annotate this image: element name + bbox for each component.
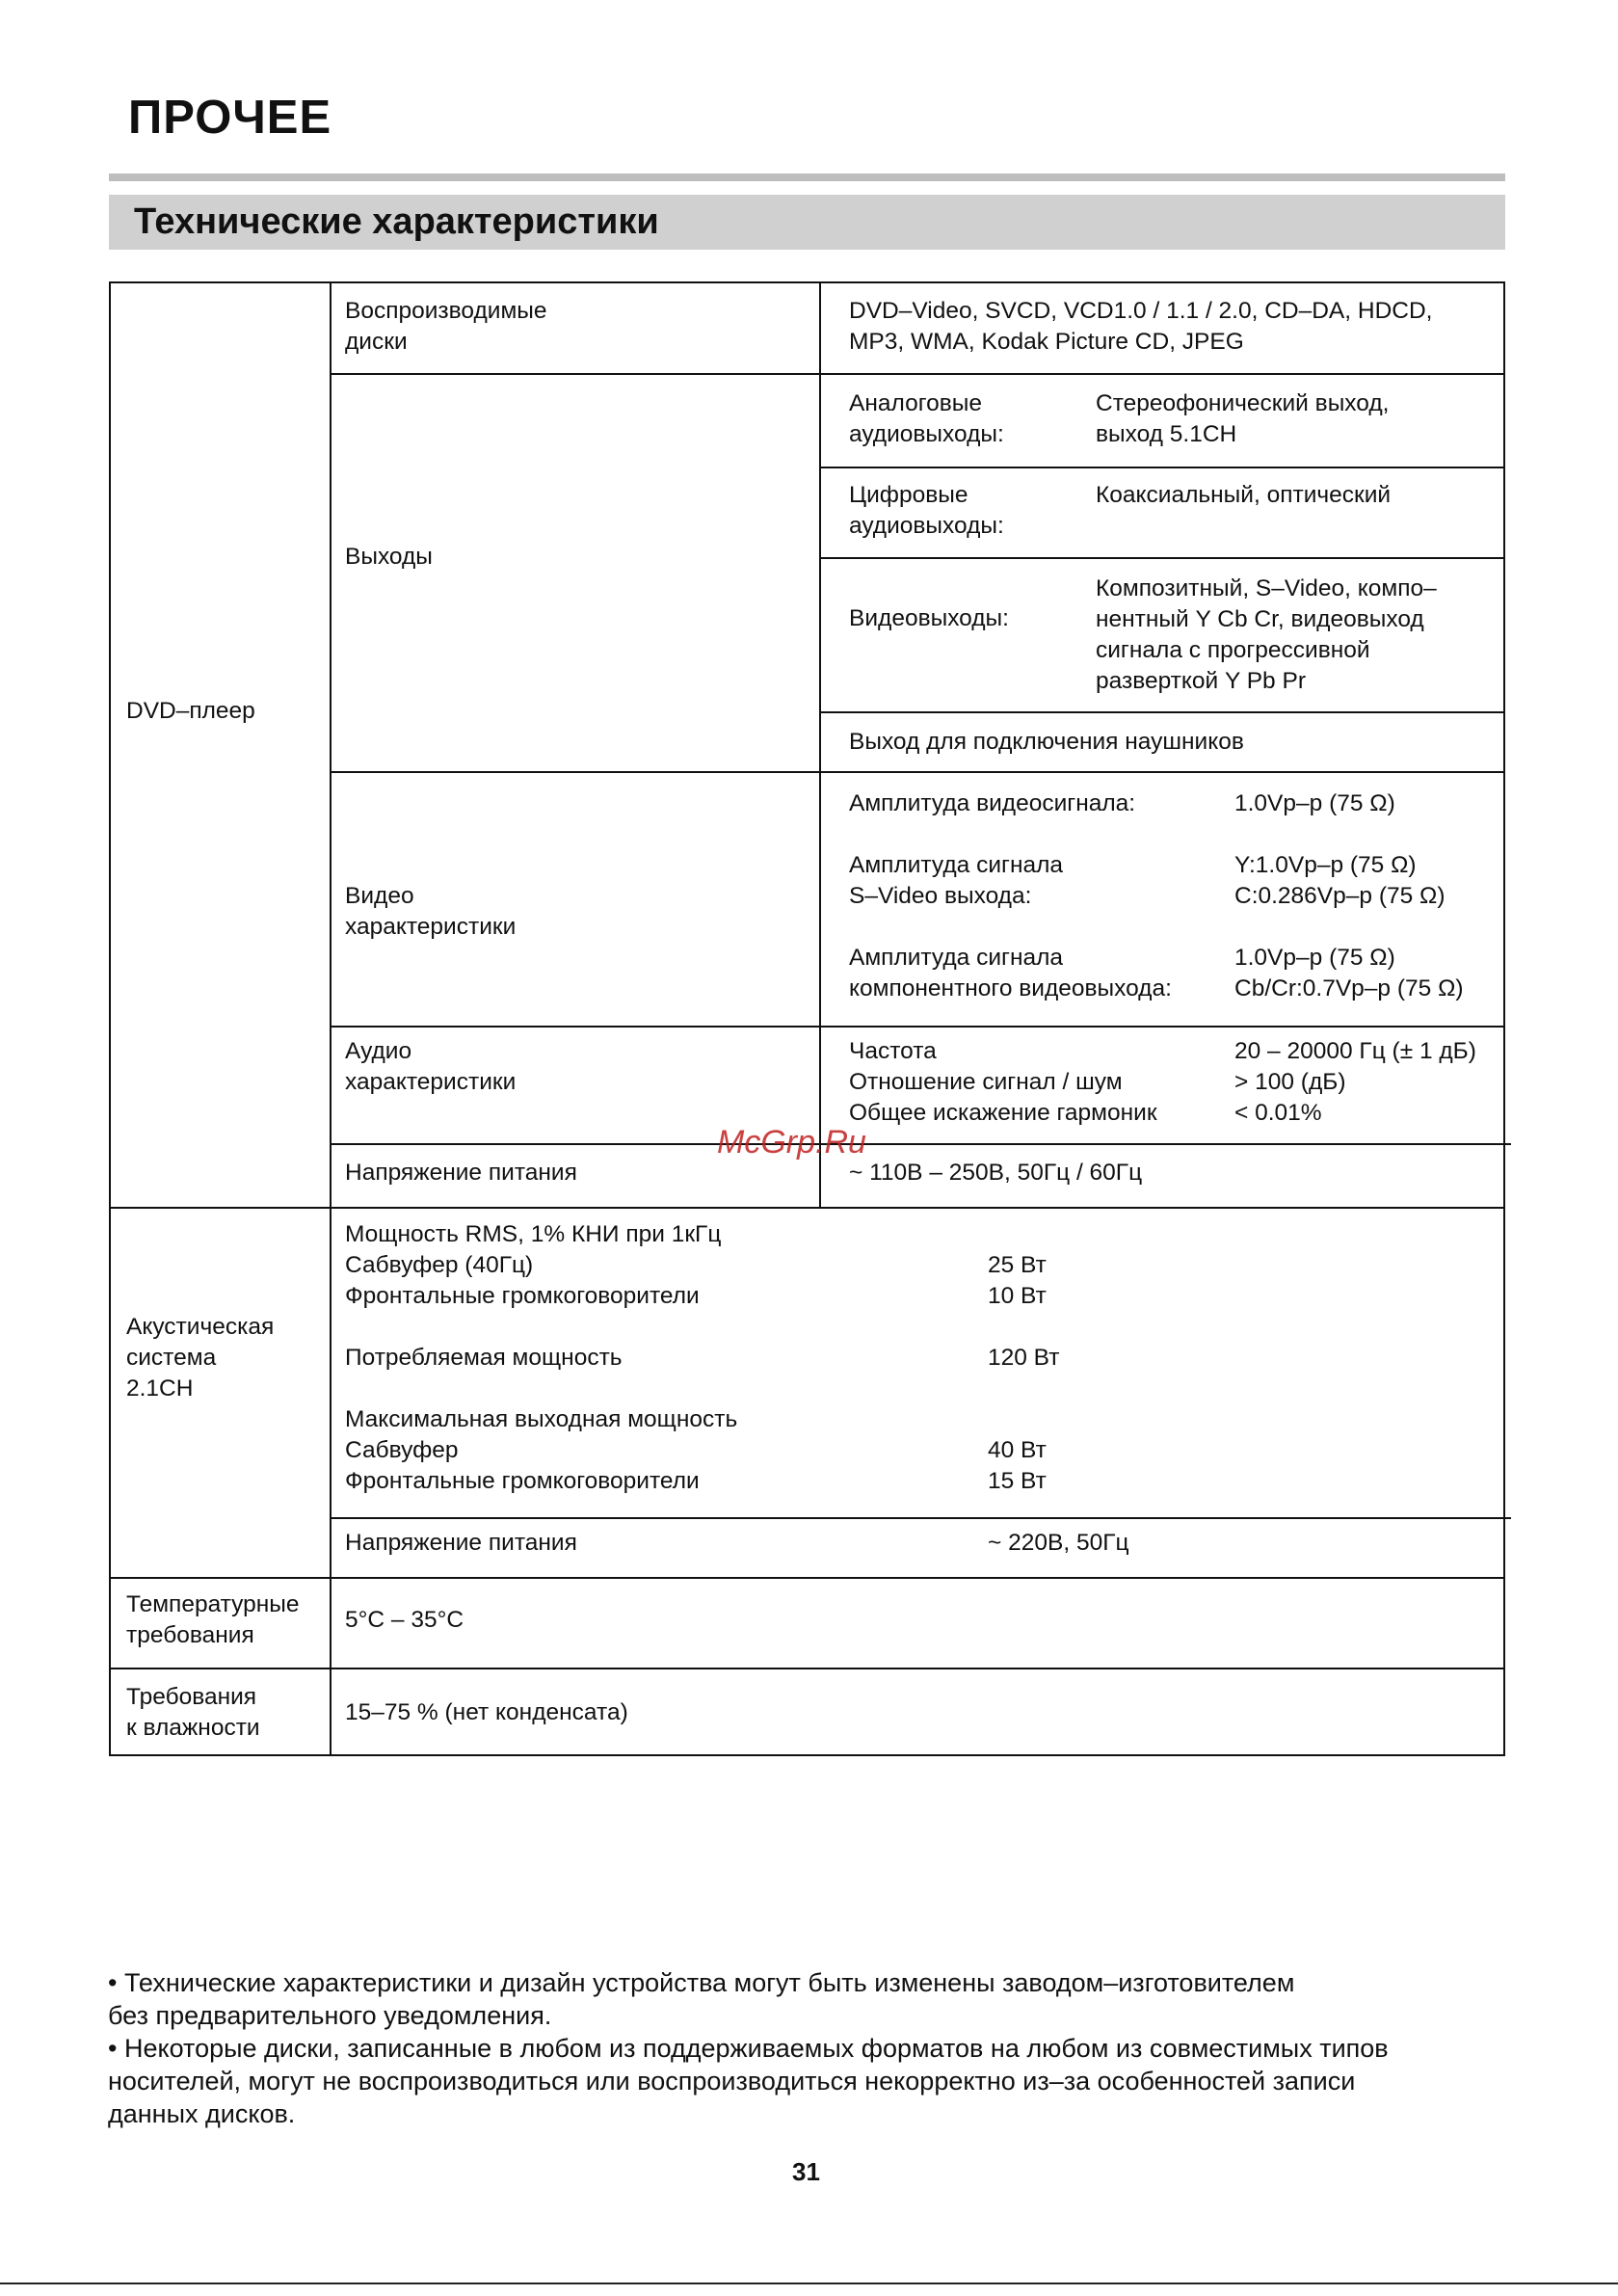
video-char-row-label: Амплитуда сигнала (849, 945, 1064, 971)
speakers-label: 2.1CH (126, 1375, 194, 1402)
audio-char-row-value: < 0.01% (1234, 1100, 1322, 1126)
temperature-label: требования (126, 1622, 254, 1648)
video-char-row-value: 1.0Vp–p (75 Ω) (1234, 790, 1395, 816)
video-char-row-label: Амплитуда сигнала (849, 852, 1064, 878)
speakers-power-label: Напряжение питания (345, 1530, 577, 1556)
humidity-value: 15–75 % (нет конденсата) (345, 1699, 628, 1725)
row-line (330, 1143, 1511, 1145)
discs-label: Воспроизводимые (345, 298, 547, 324)
row-line (109, 1668, 1505, 1669)
note-line: • Технические характеристики и дизайн устройства могут быть изменены заводом–изготовителем (108, 1968, 1295, 1997)
audio-char-row-label: Общее искажение гармоник (849, 1100, 1157, 1126)
temperature-value: 5°С – 35°С (345, 1607, 464, 1633)
audio-char-row-label: Частота (849, 1038, 937, 1064)
note-line: данных дисков. (108, 2099, 296, 2128)
humidity-label: к влажности (126, 1715, 260, 1741)
video-out-value: сигнала с прогрессивной (1096, 637, 1370, 663)
note-line: без предварительного уведомления. (108, 2001, 552, 2030)
video-out-value: нентный Y Cb Cr, видеовыход (1096, 606, 1424, 632)
page-number: 31 (792, 2157, 820, 2186)
col-divider-1 (330, 281, 332, 1756)
max-label: Сабвуфер (345, 1437, 459, 1463)
dvd-power-label: Напряжение питания (345, 1160, 577, 1186)
max-value: 40 Вт (988, 1437, 1047, 1463)
discs-value: DVD–Video, SVCD, VCD1.0 / 1.1 / 2.0, CD–DA, HDCD, (849, 298, 1433, 324)
row-line (109, 1207, 1505, 1209)
digital-value: Коаксиальный, оптический (1096, 482, 1392, 508)
video-out-value: разверткой Y Pb Pr (1096, 668, 1306, 694)
analog-value: Стереофонический выход, (1096, 390, 1390, 416)
consumption-value: 120 Вт (988, 1345, 1060, 1371)
audio-char-label: характеристики (345, 1069, 517, 1095)
video-char-row-value: Y:1.0Vp–p (75 Ω) (1234, 852, 1417, 878)
row-line (330, 771, 1505, 773)
row-line (819, 711, 1505, 713)
outputs-label: Выходы (345, 544, 433, 570)
video-out-label: Видеовыходы: (849, 605, 1009, 631)
dvd-power-value: ~ 110В – 250В, 50Гц / 60Гц (849, 1160, 1143, 1186)
speakers-power-value: ~ 220В, 50Гц (988, 1530, 1129, 1556)
rms-value: 25 Вт (988, 1252, 1047, 1278)
digital-label: Цифровые (849, 482, 968, 508)
rms-value: 10 Вт (988, 1283, 1047, 1309)
rms-label: Сабвуфер (40Гц) (345, 1252, 534, 1278)
rms-title: Мощность RMS, 1% КНИ при 1кГц (345, 1221, 722, 1247)
video-out-value: Композитный, S–Video, компо– (1096, 575, 1437, 601)
speakers-label: Акустическая (126, 1314, 275, 1340)
watermark: McGrp.Ru (717, 1124, 866, 1161)
video-char-row-value: 1.0Vp–p (75 Ω) (1234, 945, 1395, 971)
page-title: ПРОЧЕЕ (128, 92, 332, 144)
video-char-row-label: S–Video выхода: (849, 883, 1032, 909)
row-line (109, 1577, 1505, 1579)
discs-value: MP3, WMA, Kodak Picture CD, JPEG (849, 329, 1244, 355)
discs-label: диски (345, 329, 408, 355)
audio-char-row-value: > 100 (дБ) (1234, 1069, 1346, 1095)
speakers-label: система (126, 1345, 217, 1371)
note-line: носителей, могут не воспроизводиться или воспроизводиться некорректно из–за особенностей записи (108, 2067, 1356, 2096)
video-char-row-value: Cb/Cr:0.7Vp–p (75 Ω) (1234, 975, 1464, 1001)
dvd-label: DVD–плеер (126, 698, 255, 724)
section-title: Технические характеристики (134, 201, 659, 242)
row-line (330, 373, 1505, 375)
max-label: Фронтальные громкоговорители (345, 1468, 700, 1494)
row-line (330, 1517, 1511, 1519)
max-value: 15 Вт (988, 1468, 1047, 1494)
row-line (819, 557, 1505, 559)
video-char-row-label: компонентного видеовыхода: (849, 975, 1172, 1001)
headphones-output: Выход для подключения наушников (849, 729, 1244, 755)
max-title: Максимальная выходная мощность (345, 1406, 738, 1432)
col-divider-2 (819, 281, 821, 1207)
analog-value: выход 5.1CH (1096, 421, 1237, 447)
bottom-edge-line (0, 2283, 1618, 2284)
note-line: • Некоторые диски, записанные в любом из поддерживаемых форматов на любом из совместимых типов (108, 2034, 1389, 2063)
audio-char-row-value: 20 – 20000 Гц (± 1 дБ) (1234, 1038, 1476, 1064)
row-line (819, 467, 1505, 468)
digital-label: аудиовыходы: (849, 513, 1004, 539)
title-rule (109, 174, 1505, 181)
row-line (330, 1026, 1505, 1028)
temperature-label: Температурные (126, 1591, 300, 1617)
audio-char-label: Аудио (345, 1038, 412, 1064)
analog-label: аудиовыходы: (849, 421, 1004, 447)
consumption-label: Потребляемая мощность (345, 1345, 623, 1371)
video-char-label: Видео (345, 883, 414, 909)
video-char-row-value: C:0.286Vp–p (75 Ω) (1234, 883, 1446, 909)
humidity-label: Требования (126, 1684, 257, 1710)
video-char-row-label: Амплитуда видеосигнала: (849, 790, 1136, 816)
analog-label: Аналоговые (849, 390, 982, 416)
audio-char-row-label: Отношение сигнал / шум (849, 1069, 1123, 1095)
rms-label: Фронтальные громкоговорители (345, 1283, 700, 1309)
video-char-label: характеристики (345, 914, 517, 940)
